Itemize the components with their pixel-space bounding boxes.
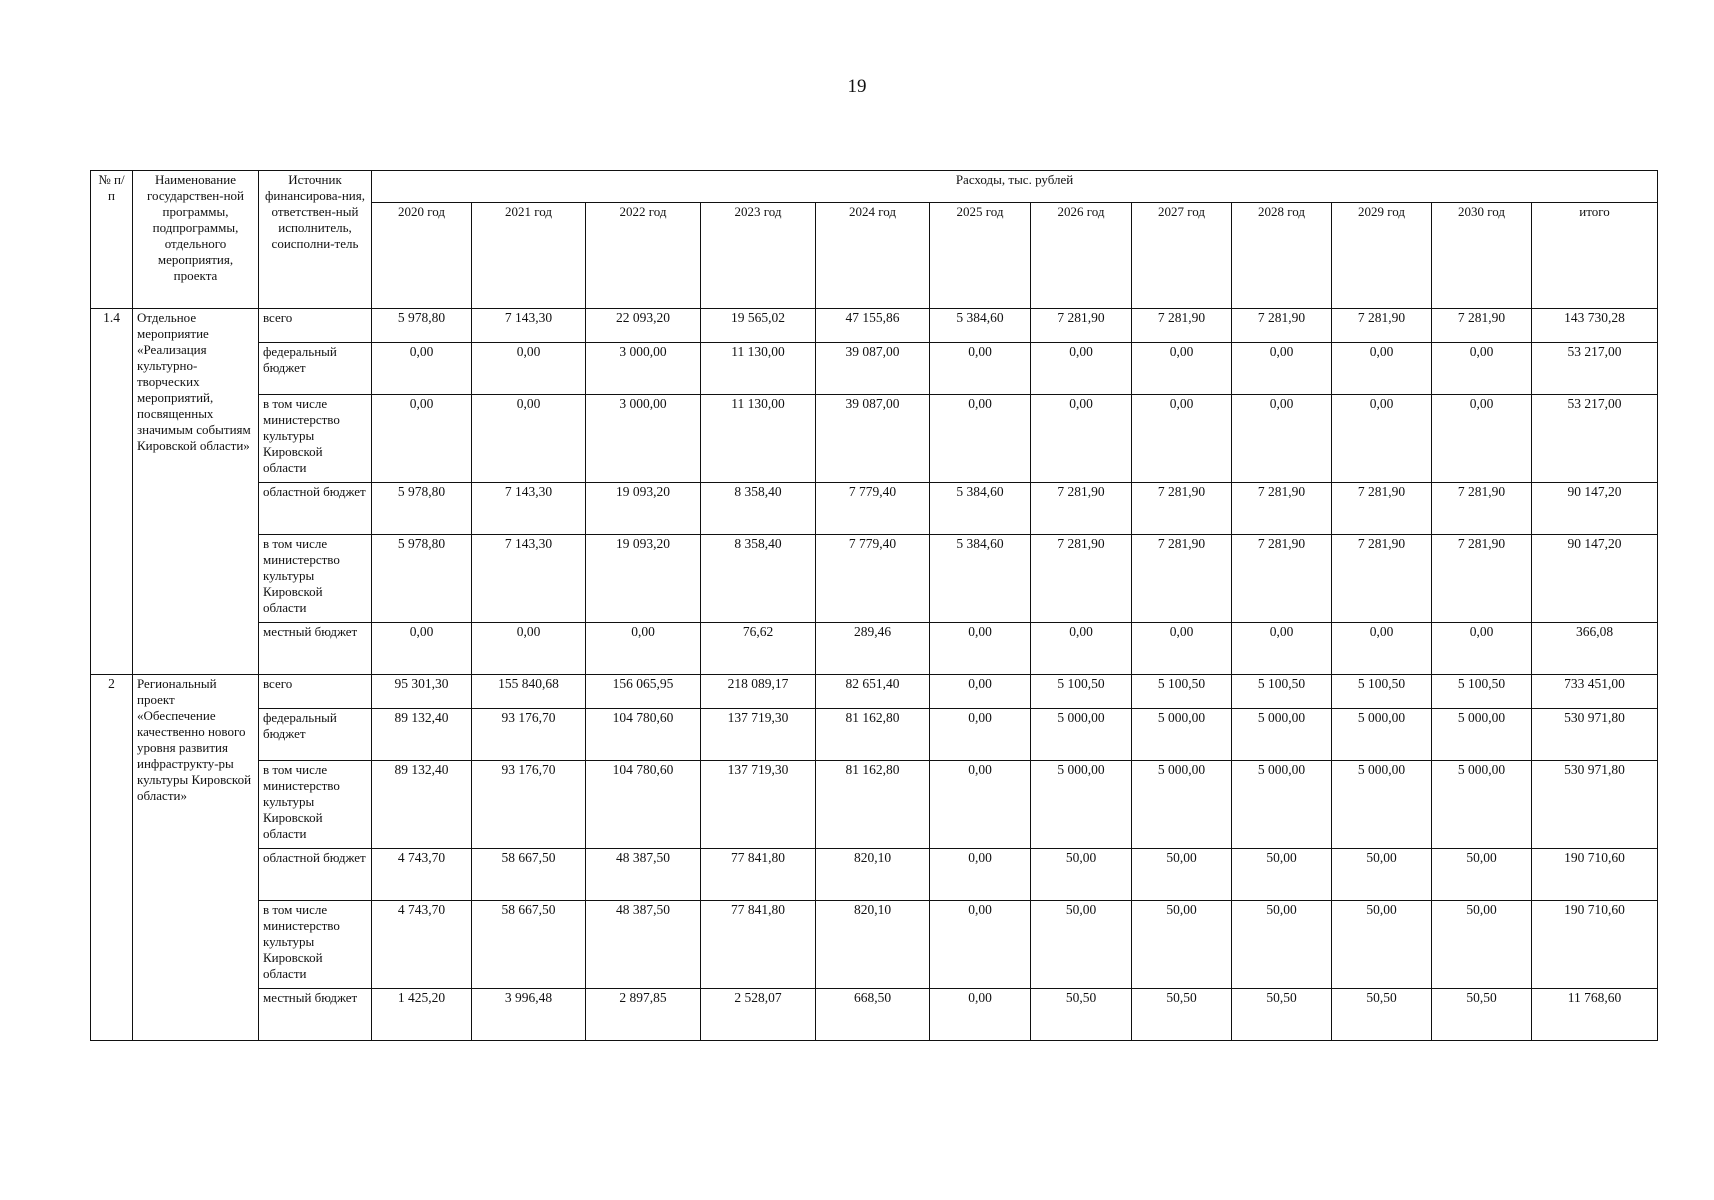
year-value: 137 719,30	[701, 761, 816, 849]
year-value: 81 162,80	[816, 761, 930, 849]
header-year: 2024 год	[816, 203, 930, 309]
row-number: 1.4	[91, 309, 133, 675]
year-value: 11 130,00	[701, 343, 816, 395]
page-number: 19	[847, 76, 867, 97]
year-value: 5 000,00	[1232, 761, 1332, 849]
table-row	[91, 901, 1658, 989]
year-value: 50,50	[1432, 989, 1532, 1041]
year-value: 76,62	[701, 623, 816, 675]
table-row	[91, 675, 1658, 709]
year-value: 50,00	[1432, 849, 1532, 901]
program-name: Региональный проект «Обеспечение качественно нового уровня развития инфраструкту-ры культуры Кировской области»	[133, 675, 259, 1041]
year-value: 77 841,80	[701, 901, 816, 989]
year-value: 0,00	[930, 989, 1031, 1041]
year-value: 7 281,90	[1132, 483, 1232, 535]
year-value: 4 743,70	[372, 901, 472, 989]
year-value: 50,50	[1132, 989, 1232, 1041]
year-value: 0,00	[1332, 395, 1432, 483]
year-value: 1 425,20	[372, 989, 472, 1041]
year-value: 0,00	[472, 395, 586, 483]
year-value: 820,10	[816, 901, 930, 989]
year-value: 155 840,68	[472, 675, 586, 709]
total-value: 366,08	[1532, 623, 1658, 675]
year-value: 7 281,90	[1332, 483, 1432, 535]
header-name: Наименование государствен-ной программы, подпрограммы, отдельного мероприятия, проекта	[133, 171, 259, 309]
funding-source: всего	[259, 309, 372, 343]
total-value: 53 217,00	[1532, 395, 1658, 483]
year-value: 50,00	[1432, 901, 1532, 989]
year-value: 50,00	[1031, 849, 1132, 901]
year-value: 104 780,60	[586, 709, 701, 761]
year-value: 5 000,00	[1432, 709, 1532, 761]
year-value: 7 281,90	[1132, 535, 1232, 623]
funding-source: местный бюджет	[259, 623, 372, 675]
year-value: 39 087,00	[816, 343, 930, 395]
year-value: 289,46	[816, 623, 930, 675]
year-value: 7 143,30	[472, 483, 586, 535]
year-value: 7 281,90	[1132, 309, 1232, 343]
year-value: 0,00	[1432, 623, 1532, 675]
year-value: 93 176,70	[472, 761, 586, 849]
year-value: 50,00	[1332, 849, 1432, 901]
year-value: 58 667,50	[472, 849, 586, 901]
year-value: 0,00	[1332, 343, 1432, 395]
year-value: 3 996,48	[472, 989, 586, 1041]
year-value: 5 100,50	[1232, 675, 1332, 709]
table-row	[91, 761, 1658, 849]
year-value: 0,00	[586, 623, 701, 675]
total-value: 90 147,20	[1532, 535, 1658, 623]
header-year: 2027 год	[1132, 203, 1232, 309]
year-value: 0,00	[1432, 395, 1532, 483]
year-value: 0,00	[1232, 343, 1332, 395]
year-value: 7 281,90	[1332, 309, 1432, 343]
year-value: 50,00	[1332, 901, 1432, 989]
year-value: 7 281,90	[1232, 483, 1332, 535]
year-value: 104 780,60	[586, 761, 701, 849]
year-value: 5 100,50	[1332, 675, 1432, 709]
header-year: 2028 год	[1232, 203, 1332, 309]
funding-source: в том числе министерство культуры Кировской области	[259, 901, 372, 989]
total-value: 733 451,00	[1532, 675, 1658, 709]
year-value: 8 358,40	[701, 535, 816, 623]
year-value: 0,00	[1332, 623, 1432, 675]
funding-source: в том числе министерство культуры Кировской области	[259, 395, 372, 483]
table-row	[91, 343, 1658, 395]
year-value: 0,00	[1031, 343, 1132, 395]
year-value: 7 281,90	[1432, 483, 1532, 535]
table-row	[91, 849, 1658, 901]
year-value: 7 281,90	[1432, 309, 1532, 343]
year-value: 5 384,60	[930, 483, 1031, 535]
year-value: 0,00	[930, 709, 1031, 761]
year-value: 5 384,60	[930, 309, 1031, 343]
funding-source: федеральный бюджет	[259, 343, 372, 395]
year-value: 5 978,80	[372, 483, 472, 535]
year-value: 5 100,50	[1031, 675, 1132, 709]
header-expenses: Расходы, тыс. рублей	[372, 171, 1658, 203]
year-value: 50,50	[1332, 989, 1432, 1041]
funding-source: федеральный бюджет	[259, 709, 372, 761]
budget-table	[90, 170, 1658, 1041]
header-total: итого	[1532, 203, 1658, 309]
total-value: 53 217,00	[1532, 343, 1658, 395]
year-value: 95 301,30	[372, 675, 472, 709]
year-value: 0,00	[372, 623, 472, 675]
year-value: 0,00	[930, 849, 1031, 901]
year-value: 7 143,30	[472, 309, 586, 343]
header-row	[91, 171, 1658, 203]
funding-source: всего	[259, 675, 372, 709]
table-row	[91, 623, 1658, 675]
year-value: 0,00	[472, 343, 586, 395]
header-year: 2026 год	[1031, 203, 1132, 309]
header-year: 2023 год	[701, 203, 816, 309]
year-value: 5 000,00	[1132, 709, 1232, 761]
table-row	[91, 395, 1658, 483]
row-number: 2	[91, 675, 133, 1041]
year-value: 0,00	[930, 623, 1031, 675]
year-value: 48 387,50	[586, 849, 701, 901]
total-value: 190 710,60	[1532, 849, 1658, 901]
year-value: 0,00	[372, 343, 472, 395]
year-value: 50,50	[1232, 989, 1332, 1041]
table-row	[91, 483, 1658, 535]
year-value: 0,00	[1132, 623, 1232, 675]
year-value: 4 743,70	[372, 849, 472, 901]
year-value: 0,00	[1232, 395, 1332, 483]
year-value: 19 565,02	[701, 309, 816, 343]
header-year: 2021 год	[472, 203, 586, 309]
total-value: 143 730,28	[1532, 309, 1658, 343]
year-value: 5 100,50	[1132, 675, 1232, 709]
year-value: 137 719,30	[701, 709, 816, 761]
table-body	[91, 309, 1658, 1041]
year-value: 5 000,00	[1332, 709, 1432, 761]
header-year: 2029 год	[1332, 203, 1432, 309]
program-name: Отдельное мероприятие «Реализация культурно-творческих мероприятий, посвященных значимым событиям Кировской области»	[133, 309, 259, 675]
year-value: 58 667,50	[472, 901, 586, 989]
year-value: 7 281,90	[1332, 535, 1432, 623]
year-value: 19 093,20	[586, 535, 701, 623]
year-value: 7 281,90	[1432, 535, 1532, 623]
year-value: 5 000,00	[1332, 761, 1432, 849]
year-value: 2 897,85	[586, 989, 701, 1041]
year-value: 5 384,60	[930, 535, 1031, 623]
year-value: 22 093,20	[586, 309, 701, 343]
header-year: 2020 год	[372, 203, 472, 309]
header-year: 2030 год	[1432, 203, 1532, 309]
year-value: 7 281,90	[1031, 535, 1132, 623]
year-value: 0,00	[1132, 395, 1232, 483]
total-value: 530 971,80	[1532, 709, 1658, 761]
year-value: 19 093,20	[586, 483, 701, 535]
year-value: 48 387,50	[586, 901, 701, 989]
total-value: 190 710,60	[1532, 901, 1658, 989]
year-value: 7 143,30	[472, 535, 586, 623]
year-value: 820,10	[816, 849, 930, 901]
year-value: 5 978,80	[372, 535, 472, 623]
year-value: 0,00	[930, 395, 1031, 483]
year-value: 3 000,00	[586, 395, 701, 483]
year-value: 7 281,90	[1232, 309, 1332, 343]
year-value: 7 281,90	[1232, 535, 1332, 623]
year-value: 0,00	[930, 675, 1031, 709]
year-value: 0,00	[472, 623, 586, 675]
year-value: 5 000,00	[1031, 761, 1132, 849]
year-value: 50,00	[1132, 901, 1232, 989]
table-row	[91, 309, 1658, 343]
year-value: 0,00	[1031, 395, 1132, 483]
year-value: 93 176,70	[472, 709, 586, 761]
year-value: 82 651,40	[816, 675, 930, 709]
funding-source: в том числе министерство культуры Кировской области	[259, 535, 372, 623]
year-value: 50,00	[1232, 901, 1332, 989]
table-row	[91, 709, 1658, 761]
header-no: № п/п	[91, 171, 133, 309]
year-value: 0,00	[1232, 623, 1332, 675]
total-value: 530 971,80	[1532, 761, 1658, 849]
funding-source: областной бюджет	[259, 483, 372, 535]
table-row	[91, 989, 1658, 1041]
year-value: 8 358,40	[701, 483, 816, 535]
year-value: 5 100,50	[1432, 675, 1532, 709]
year-value: 89 132,40	[372, 709, 472, 761]
year-value: 7 779,40	[816, 535, 930, 623]
year-value: 7 779,40	[816, 483, 930, 535]
year-value: 5 000,00	[1132, 761, 1232, 849]
year-value: 156 065,95	[586, 675, 701, 709]
header-year: 2022 год	[586, 203, 701, 309]
total-value: 90 147,20	[1532, 483, 1658, 535]
year-value: 5 978,80	[372, 309, 472, 343]
year-value: 5 000,00	[1232, 709, 1332, 761]
year-value: 2 528,07	[701, 989, 816, 1041]
year-value: 39 087,00	[816, 395, 930, 483]
year-value: 3 000,00	[586, 343, 701, 395]
year-value: 11 130,00	[701, 395, 816, 483]
funding-source: областной бюджет	[259, 849, 372, 901]
year-value: 5 000,00	[1031, 709, 1132, 761]
year-value: 7 281,90	[1031, 483, 1132, 535]
year-value: 218 089,17	[701, 675, 816, 709]
year-value: 47 155,86	[816, 309, 930, 343]
year-value: 0,00	[1031, 623, 1132, 675]
year-value: 50,50	[1031, 989, 1132, 1041]
year-value: 5 000,00	[1432, 761, 1532, 849]
year-value: 0,00	[930, 343, 1031, 395]
year-value: 50,00	[1132, 849, 1232, 901]
year-value: 0,00	[1132, 343, 1232, 395]
header-source: Источник финансирова-ния, ответствен-ный исполнитель, соисполни-тель	[259, 171, 372, 309]
year-value: 668,50	[816, 989, 930, 1041]
year-value: 50,00	[1031, 901, 1132, 989]
year-value: 0,00	[372, 395, 472, 483]
total-value: 11 768,60	[1532, 989, 1658, 1041]
year-value: 89 132,40	[372, 761, 472, 849]
year-value: 0,00	[930, 761, 1031, 849]
year-value: 0,00	[930, 901, 1031, 989]
funding-source: местный бюджет	[259, 989, 372, 1041]
year-value: 77 841,80	[701, 849, 816, 901]
year-value: 0,00	[1432, 343, 1532, 395]
header-year: 2025 год	[930, 203, 1031, 309]
year-value: 81 162,80	[816, 709, 930, 761]
year-value: 7 281,90	[1031, 309, 1132, 343]
table-row	[91, 535, 1658, 623]
year-value: 50,00	[1232, 849, 1332, 901]
funding-source: в том числе министерство культуры Кировской области	[259, 761, 372, 849]
